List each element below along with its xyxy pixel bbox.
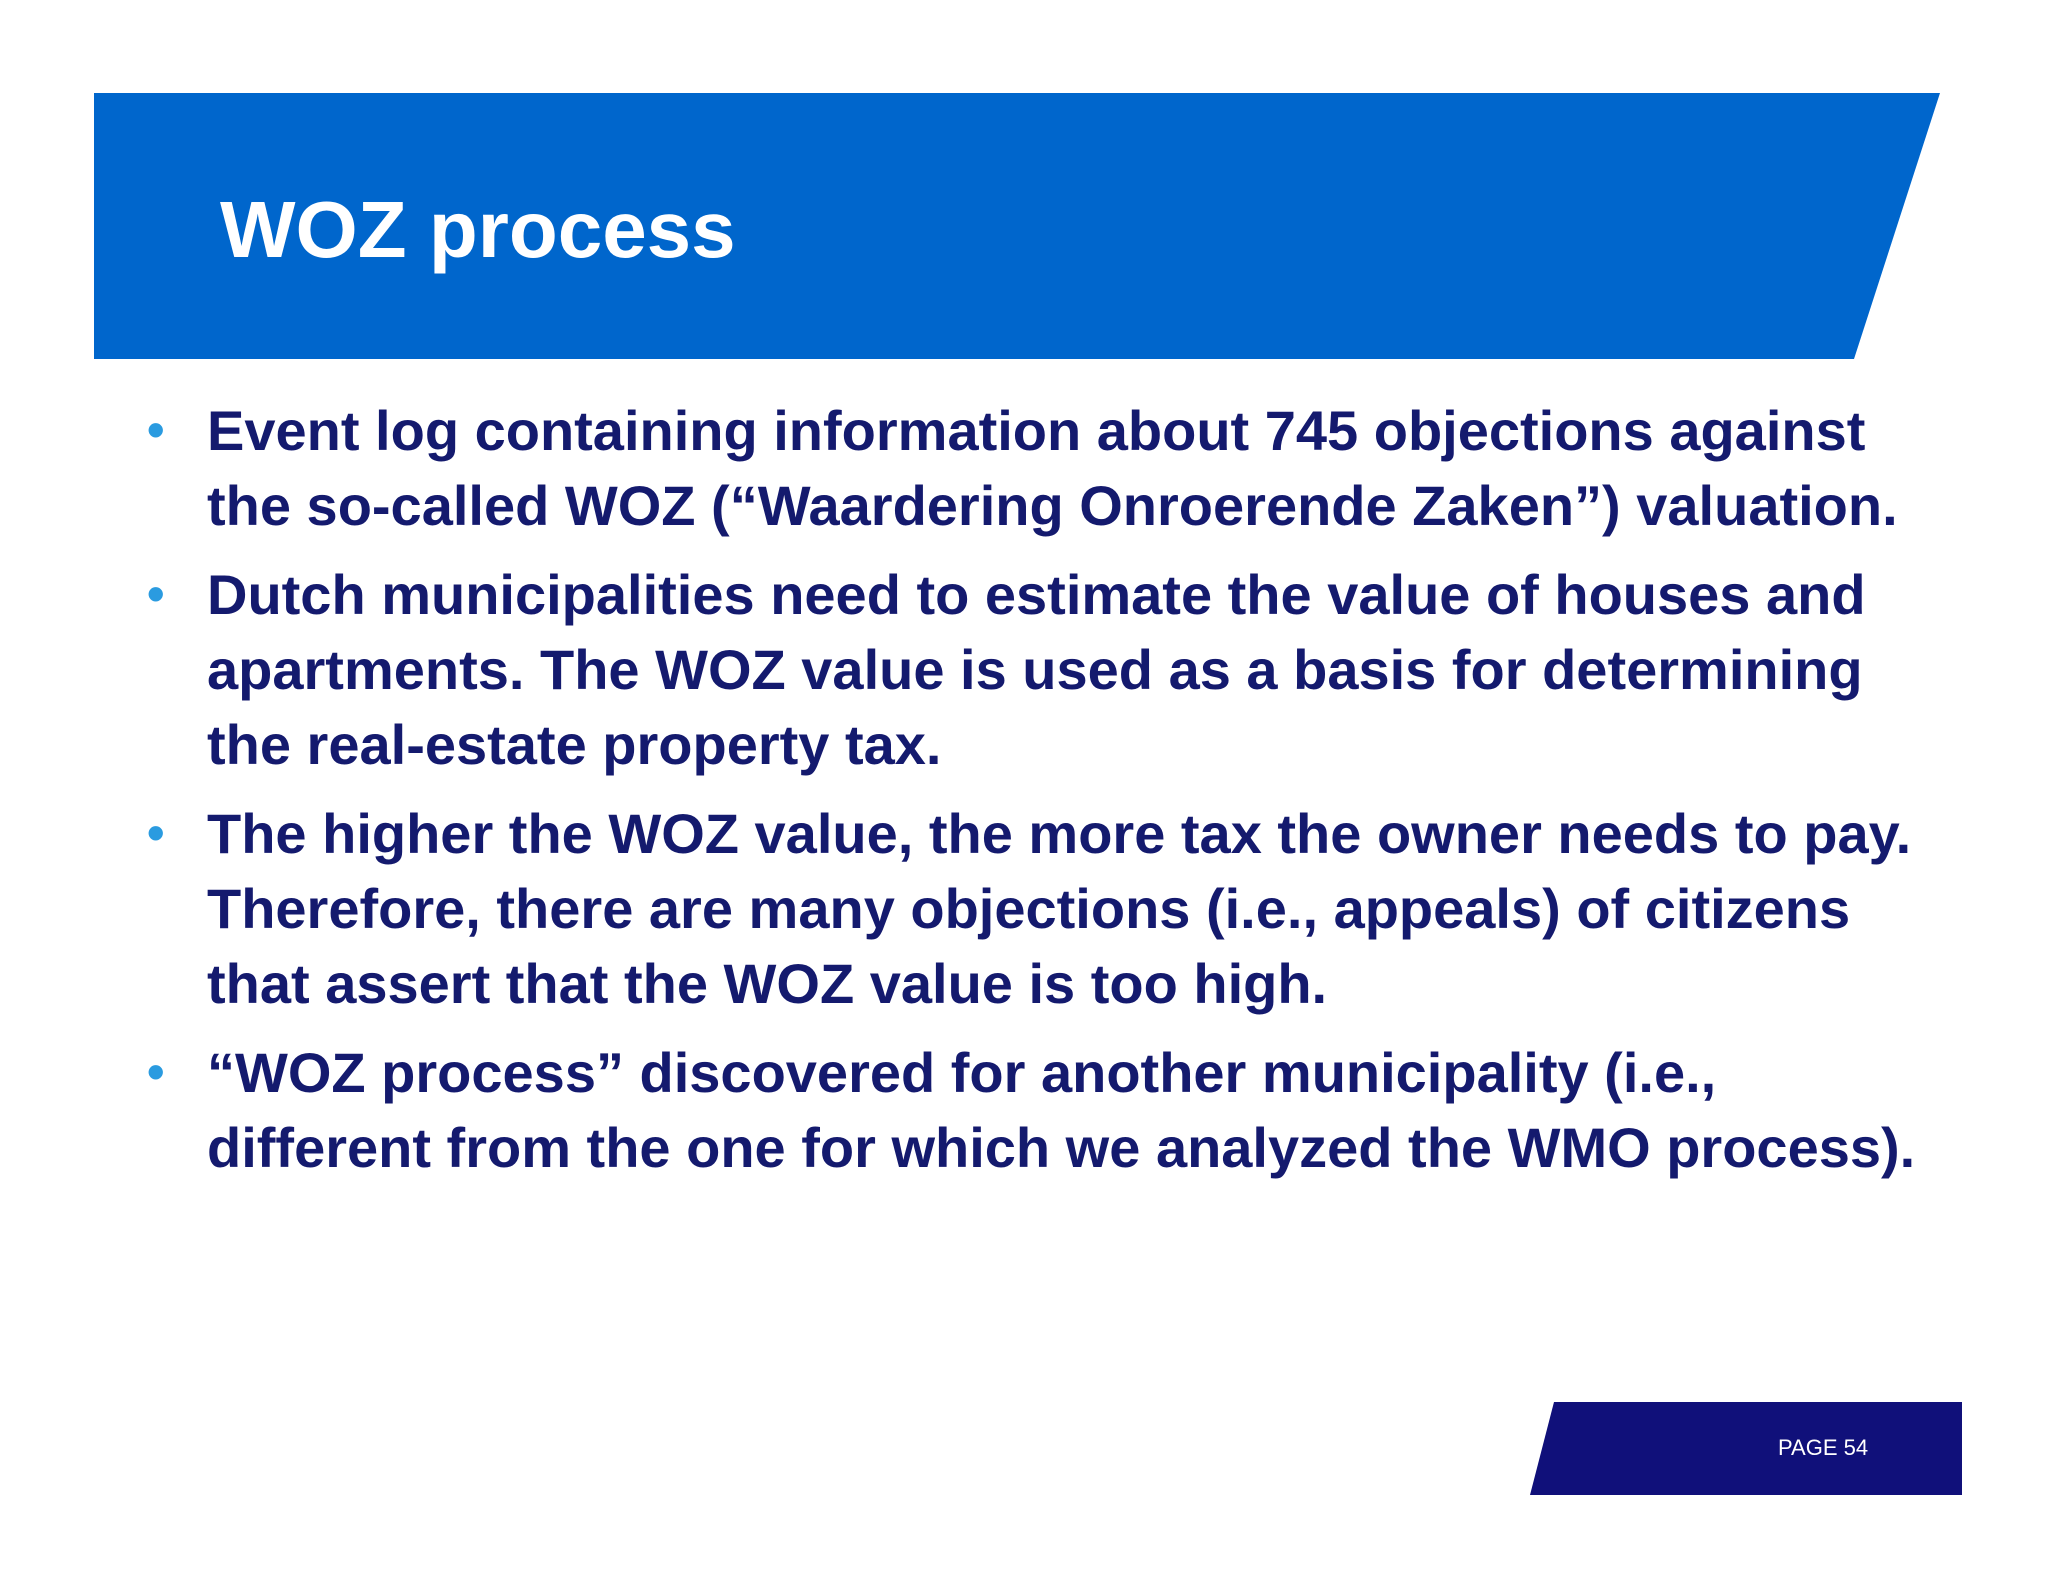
bullet-item xyxy=(145,557,1935,782)
bullet-text: Dutch municipalities need to estimate the value of houses and apartments. The WOZ value is used as a basis for determining the real-estate property tax. xyxy=(207,563,1866,776)
bullet-item xyxy=(145,393,1935,543)
bullet-list xyxy=(145,393,1935,1199)
page-number: PAGE 54 xyxy=(1778,1435,1869,1460)
bullet-item xyxy=(145,796,1935,1021)
bullet-text: “WOZ process” discovered for another municipality (i.e., different from the one for which we analyzed the WMO process). xyxy=(207,1041,1916,1179)
bullet-icon: • xyxy=(147,566,165,622)
bullet-icon: • xyxy=(147,1044,165,1100)
bullet-item xyxy=(145,1035,1935,1185)
bullet-text: Event log containing information about 745 objections against the so-called WOZ (“Waardering Onroerende Zaken”) valuation. xyxy=(207,399,1898,537)
bullet-text: The higher the WOZ value, the more tax the owner needs to pay. Therefore, there are many objections (i.e., appeals) of citizens that assert that the WOZ value is too high. xyxy=(207,802,1912,1015)
bullet-icon: • xyxy=(147,402,165,458)
page-tag xyxy=(1530,1402,1962,1495)
slide-title: WOZ process xyxy=(220,185,736,274)
page-tag-shape xyxy=(1530,1402,1962,1495)
bullet-icon: • xyxy=(147,805,165,861)
